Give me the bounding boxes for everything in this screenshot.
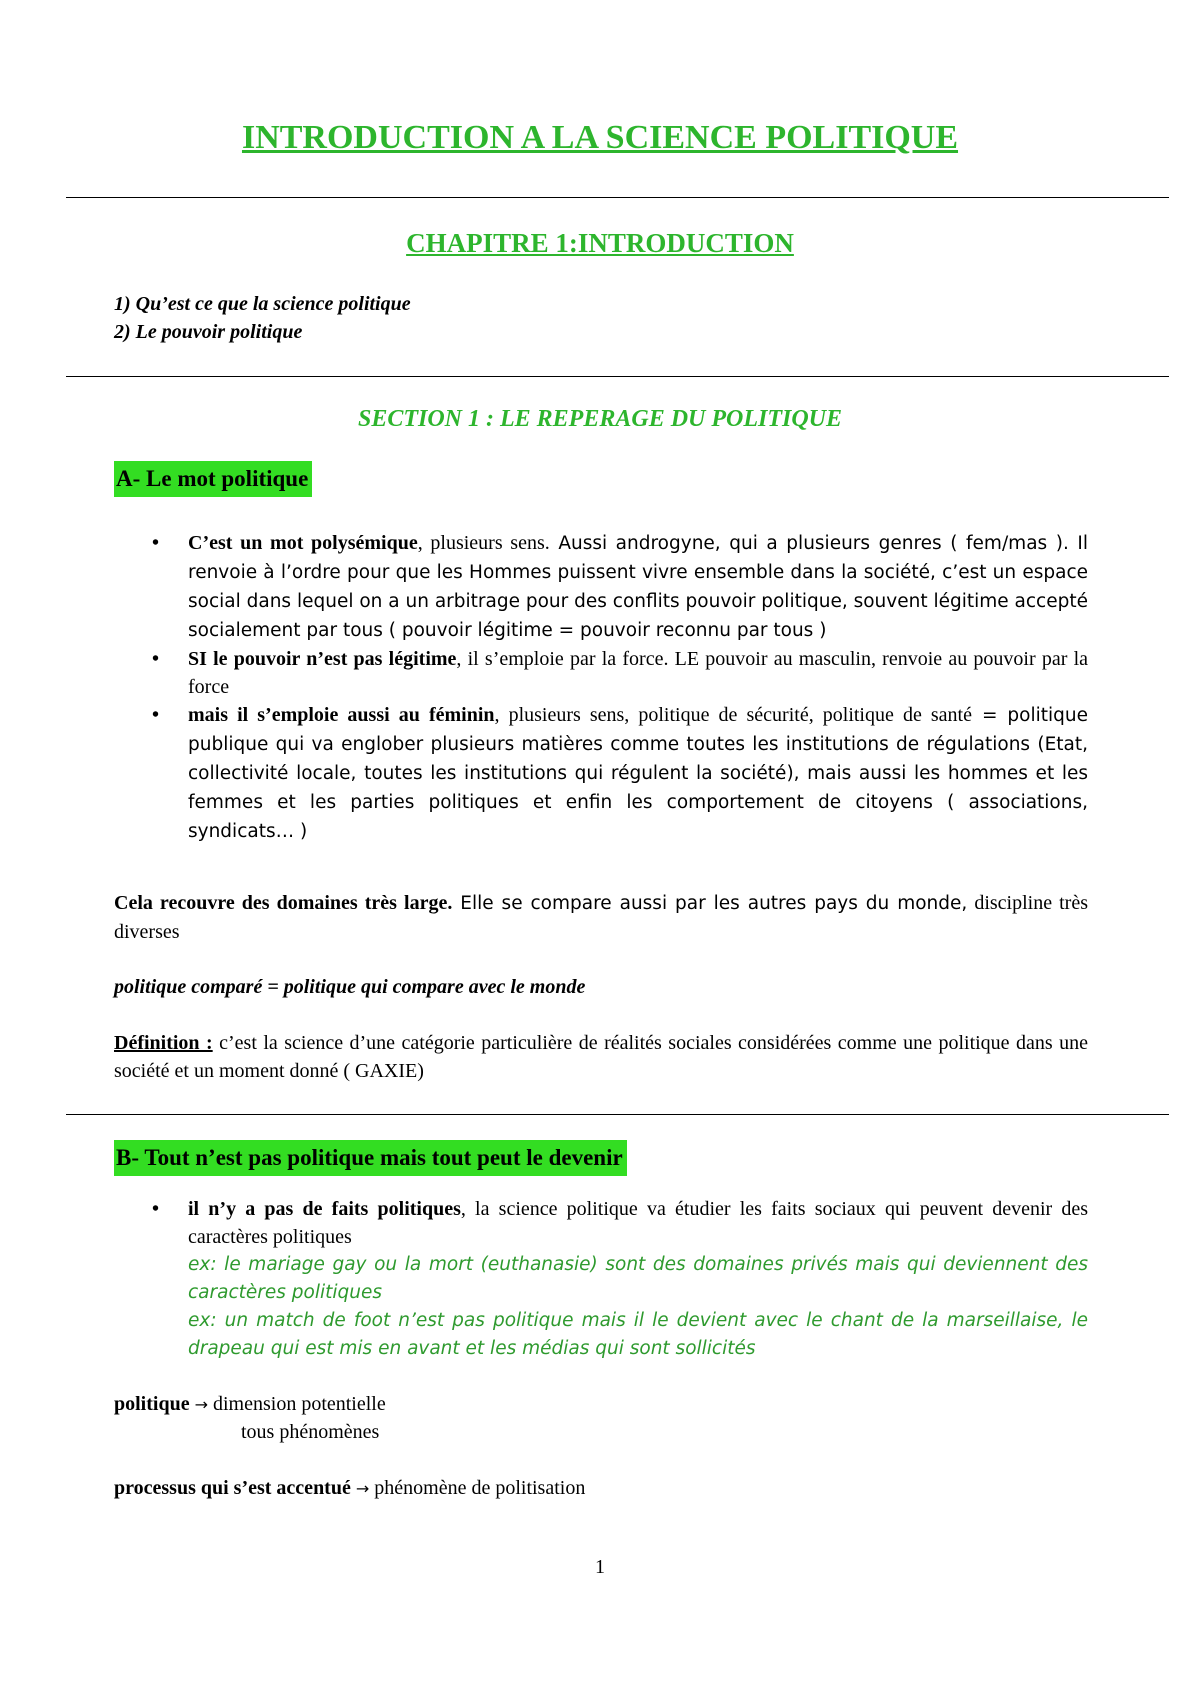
bullet-text: , plusieurs sens. bbox=[417, 532, 550, 554]
definition-paragraph bbox=[114, 1029, 1088, 1085]
bullet-lead: il n’y a pas de faits politiques bbox=[188, 1198, 461, 1220]
list-item bbox=[114, 701, 1088, 846]
bullet-text: , plusieurs sens, politique de sécurité, politique de santé bbox=[494, 704, 972, 726]
arrow-icon: → bbox=[194, 1395, 208, 1414]
definition-text: c’est la science d’une catégorie particulière de réalités sociales considérées comme une politique dans une société et un moment donné ( GAXIE) bbox=[114, 1032, 1088, 1082]
definition-label: Définition : bbox=[114, 1032, 213, 1054]
bullet-lead: mais il s’emploie aussi au féminin bbox=[188, 704, 495, 726]
examples bbox=[188, 1251, 1088, 1363]
page-number: 1 bbox=[595, 1556, 605, 1578]
processus-line bbox=[114, 1474, 585, 1503]
arrow-icon: → bbox=[355, 1479, 370, 1498]
paragraph-text: discipline très diverses bbox=[114, 892, 1089, 943]
bullet-list-b bbox=[114, 1195, 1088, 1251]
list-item bbox=[114, 1195, 1088, 1251]
paragraph-domaines bbox=[114, 889, 1088, 946]
bullet-list-a bbox=[114, 529, 1088, 846]
politique-label: politique bbox=[114, 1393, 190, 1415]
example-text: ex: un match de foot n’est pas politique mais il le devient avec le chant de la marseillaise, le drapeau qui est mis en avant et les médias qui sont sollicités bbox=[188, 1310, 1088, 1359]
divider bbox=[66, 1114, 1169, 1115]
bullet-lead: SI le pouvoir n’est pas légitime bbox=[188, 648, 457, 670]
divider bbox=[66, 376, 1169, 377]
bullet-text: , il s’emploie par la force. LE pouvoir au masculin, renvoie au pouvoir par la force bbox=[188, 648, 1089, 698]
heading-b: B- Tout n’est pas politique mais tout peut le devenir bbox=[114, 1140, 627, 1176]
paragraph-text: Elle se compare aussi par les autres pays du monde, bbox=[452, 893, 968, 914]
toc-item: 2) Le pouvoir politique bbox=[114, 321, 303, 343]
bullet-text: = politique publique qui va englober plusieurs matières comme toutes les institutions de régulations (Etat, collectivité locale, toutes les institutions qui régulent la société), mais aussi les hommes et les femmes et les parties politiques et enfin les comportement de citoyens ( associations, syndicats… ) bbox=[188, 705, 1088, 842]
list-item bbox=[114, 529, 1088, 645]
bullet-text: , la science politique va étudier les faits sociaux qui peuvent devenir des caractères politiques bbox=[188, 1198, 1089, 1248]
table-of-contents bbox=[114, 290, 411, 346]
list-item bbox=[114, 645, 1088, 701]
bullet-icon: • bbox=[152, 1198, 160, 1220]
divider bbox=[66, 197, 1169, 198]
heading-a: A- Le mot politique bbox=[114, 461, 312, 497]
section-heading: SECTION 1 : LE REPERAGE DU POLITIQUE bbox=[357, 406, 843, 432]
bullet-lead: C’est un mot polysémique bbox=[188, 532, 418, 554]
bullet-icon: • bbox=[152, 648, 160, 670]
document-title: INTRODUCTION A LA SCIENCE POLITIQUE bbox=[241, 119, 959, 156]
paragraph-lead: Cela recouvre des domaines très large. bbox=[114, 892, 453, 914]
politique-item: dimension potentielle bbox=[212, 1393, 386, 1415]
bullet-icon: • bbox=[152, 704, 160, 726]
toc-item: 1) Qu’est ce que la science politique bbox=[114, 293, 411, 315]
politique-line bbox=[114, 1390, 386, 1419]
example-text: ex: le mariage gay ou la mort (euthanasie) sont des domaines privés mais qui deviennent des caractères politiques bbox=[188, 1254, 1088, 1303]
processus-result: phénomène de politisation bbox=[374, 1477, 586, 1499]
compare-line: politique comparé = politique qui compare avec le monde bbox=[114, 976, 586, 998]
politique-item-2: tous phénomènes bbox=[241, 1421, 380, 1443]
processus-label: processus qui s’est accentué bbox=[114, 1477, 351, 1499]
chapter-heading: CHAPITRE 1:INTRODUCTION bbox=[406, 228, 794, 258]
bullet-text: Aussi androgyne, qui a plusieurs genres ( fem/mas ). Il renvoie à l’ordre pour que les Hommes puissent vivre ensemble dans la société, c’est un espace social dans lequel on a un arbitrage pour des conflits pouvoir politique, souvent légitime accepté socialement par tous ( pouvoir légitime = pouvoir reconnu par tous ) bbox=[188, 533, 1088, 641]
bullet-icon: • bbox=[152, 532, 160, 554]
